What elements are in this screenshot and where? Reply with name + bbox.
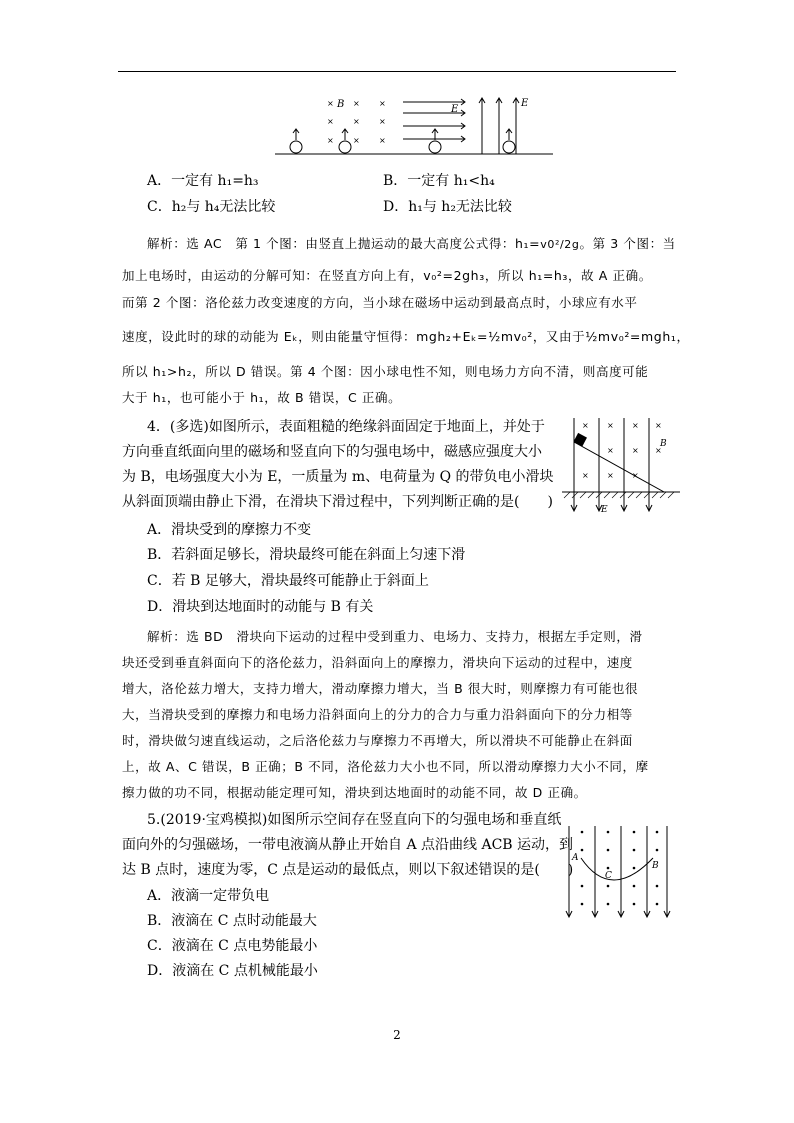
q4-option-c: C．若 B 足够大，滑块最终可能静止于斜面上 — [147, 573, 429, 589]
q4-option-a: A．滑块受到的摩擦力不变 — [147, 522, 312, 538]
q3-option-c: C．h₂与 h₄无法比较 — [147, 199, 276, 215]
fig-b-label: B — [337, 99, 345, 110]
q3-solution-line-5: 所以 h₁>h₂，所以 D 错误。第 4 个图：因小球电性不知，则电场力方向不清，则高度可能 — [122, 364, 649, 379]
q5-option-c: C．液滴在 C 点电势能最小 — [147, 938, 318, 954]
q4-solution-line-2: 块还受到垂直斜面向下的洛伦兹力，沿斜面向上的摩擦力，滑块向下运动的过程中，速度 — [122, 655, 633, 670]
svg-text:×: × — [327, 117, 334, 126]
q4-figure — [562, 418, 680, 514]
svg-text:×: × — [379, 99, 386, 108]
svg-text:×: × — [353, 99, 360, 108]
svg-text:×: × — [379, 136, 386, 145]
q5-option-b: B．液滴在 C 点时动能最大 — [147, 913, 317, 929]
svg-text:×: × — [582, 471, 589, 480]
svg-text:×: × — [327, 136, 334, 145]
fig-e-label-2: E — [521, 98, 529, 109]
q5-line-2: 面向外的匀强磁场，一带电液滴从静止开始自 A 点沿曲线 ACB 运动，到 — [122, 837, 574, 853]
svg-text:×: × — [655, 421, 662, 430]
q4-solution-line-7: 擦力做的功不同，根据动能定理可知，滑块到达地面时的动能不同，故 D 正确。 — [122, 785, 587, 800]
q3-solution-line-2: 加上电场时，由运动的分解可知：在竖直方向上有，v₀²=2gh₃，所以 h₁=h₃，故 A 正确。 — [122, 268, 652, 283]
q4-solution-line-3: 增大，洛伦兹力增大，支持力增大，滑动摩擦力增大，当 B 很大时，则摩擦力有可能也很 — [122, 681, 639, 696]
svg-text:×: × — [582, 421, 589, 430]
q5-fig-a-label: A — [572, 853, 579, 863]
q4-solution-line-4: 大，当滑块受到的摩擦力和电场力沿斜面向上的分力的合力与重力沿斜面向下的分力相等 — [122, 707, 633, 722]
q3-solution-line-1: 解析：选 AC 第 1 个图：由竖直上抛运动的最大高度公式得：h₁=v0²/2g。第 3 个图：当 — [147, 236, 676, 251]
q4-line-1: 4．(多选)如图所示，表面粗糙的绝缘斜面固定于地面上，并处于 — [147, 419, 545, 435]
q4-line-4: 从斜面顶端由静止下滑，在滑块下滑过程中，下列判断正确的是( ) — [122, 494, 553, 510]
page-number: 2 — [393, 1028, 401, 1042]
svg-text:×: × — [632, 471, 639, 480]
svg-text:×: × — [353, 136, 360, 145]
svg-text:×: × — [655, 446, 662, 455]
fraction-v0-over-2g: v0²/2g — [540, 238, 580, 251]
svg-text:×: × — [327, 99, 334, 108]
q3-figure — [275, 93, 553, 155]
svg-text:×: × — [632, 421, 639, 430]
q5-figure — [563, 822, 673, 922]
svg-text:×: × — [632, 446, 639, 455]
q5-line-3: 达 B 点时，速度为零，C 点是运动的最低点，则以下叙述错误的是( ) — [122, 862, 574, 878]
q3-solution-line-3: 而第 2 个图：洛伦兹力改变速度的方向，当小球在磁场中运动到最高点时，小球应有水平 — [122, 295, 638, 310]
svg-text:×: × — [607, 471, 614, 480]
q4-option-b: B．若斜面足够长，滑块最终可能在斜面上匀速下滑 — [147, 547, 466, 563]
q4-line-3: 为 B，电场强度大小为 E，一质量为 m、电荷量为 Q 的带负电小滑块 — [122, 469, 554, 485]
header-rule — [118, 71, 676, 72]
q5-fig-b-label: B — [652, 861, 659, 871]
q4-line-2: 方向垂直纸面向里的磁场和竖直向下的匀强电场中，磁感应强度大小 — [122, 444, 542, 460]
q5-fig-c-label: C — [605, 871, 612, 881]
q5-option-d: D．液滴在 C 点机械能最小 — [147, 963, 318, 979]
q3-option-a: A．一定有 h₁=h₃ — [147, 173, 259, 189]
q3-option-d: D．h₁与 h₂无法比较 — [383, 199, 512, 215]
q3-option-b: B．一定有 h₁<h₄ — [383, 173, 495, 189]
q4-solution-line-6: 上，故 A、C 错误，B 正确；B 不同，洛伦兹力大小也不同，所以滑动摩擦力大小不同，摩 — [122, 759, 649, 774]
svg-text:×: × — [379, 117, 386, 126]
svg-text:×: × — [353, 117, 360, 126]
q3-solution-line-6: 大于 h₁，也可能小于 h₁，故 B 错误，C 正确。 — [122, 390, 402, 405]
q5-line-1: 5.(2019·宝鸡模拟)如图所示空间存在竖直向下的匀强电场和垂直纸 — [147, 812, 562, 828]
svg-text:×: × — [607, 421, 614, 430]
q4-option-d: D．滑块到达地面时的动能与 B 有关 — [147, 599, 374, 615]
q3-solution-line-4: 速度，设此时的球的动能为 Eₖ，则由能量守恒得：mgh₂+Eₖ=½mv₀²，又由于½mv₀²=mgh₁， — [122, 329, 690, 344]
q4-fig-b-label: B — [660, 439, 667, 449]
svg-text:×: × — [607, 446, 614, 455]
q4-fig-e-label: E — [601, 505, 608, 514]
fig-e-label: E — [451, 104, 459, 115]
q4-solution-line-1: 解析：选 BD 滑块向下运动的过程中受到重力、电场力、支持力，根据左手定则，滑 — [147, 629, 643, 644]
q5-option-a: A．液滴一定带负电 — [147, 888, 270, 904]
q4-solution-line-5: 时，滑块做匀速直线运动，之后洛伦兹力与摩擦力不再增大，所以滑块不可能静止在斜面 — [122, 733, 633, 748]
